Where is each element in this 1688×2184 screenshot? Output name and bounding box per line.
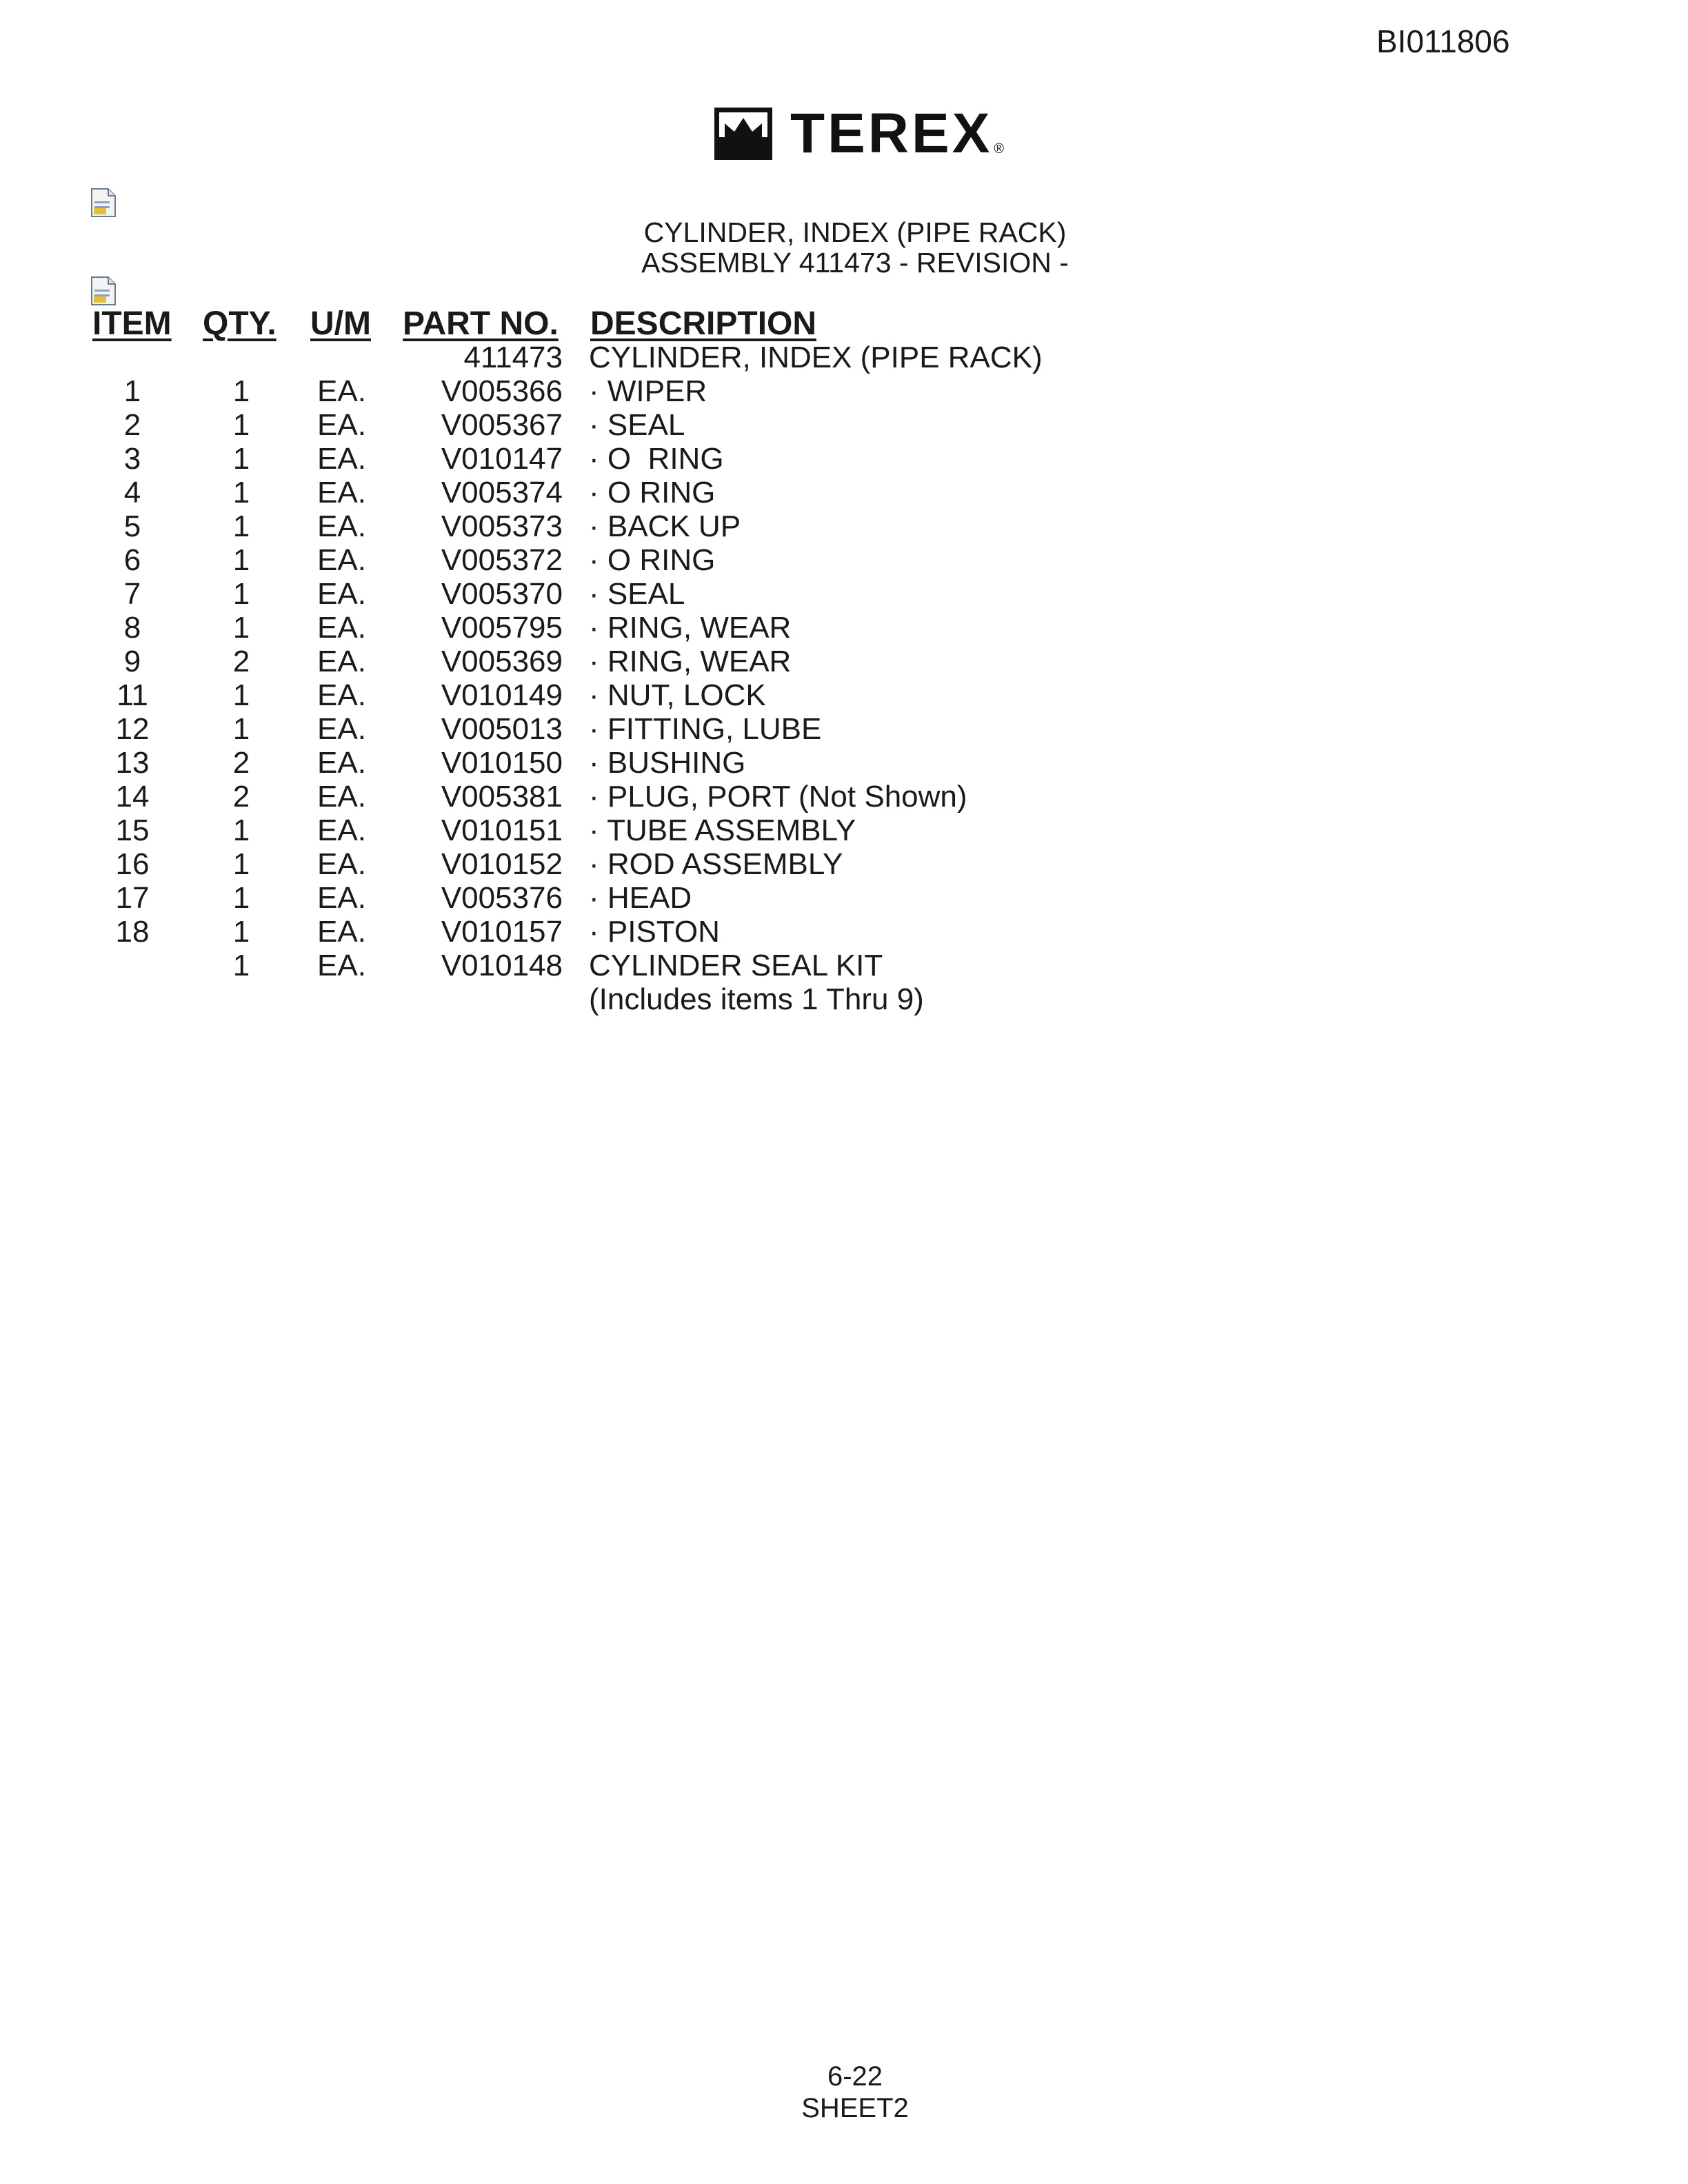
header-item: ITEM xyxy=(92,305,172,342)
cell-um: EA. xyxy=(317,881,366,915)
cell-description: · BUSHING xyxy=(589,746,746,780)
cell-qty: 1 xyxy=(232,678,250,712)
cell-item: 3 xyxy=(123,442,141,476)
table-row xyxy=(0,746,1688,780)
header-part-no: PART NO. xyxy=(403,305,559,342)
document-icon[interactable] xyxy=(90,188,117,218)
cell-qty: 1 xyxy=(232,577,250,611)
cell-qty: 1 xyxy=(232,408,250,442)
cell-item: 17 xyxy=(115,881,150,915)
cell-um: EA. xyxy=(317,374,366,408)
table-row xyxy=(0,577,1688,611)
cell-item: 15 xyxy=(115,813,150,847)
cell-qty: 1 xyxy=(232,915,250,949)
cell-part-no: V005381 xyxy=(441,780,563,813)
cell-part-no: V005366 xyxy=(441,374,563,408)
cell-item: 14 xyxy=(115,780,150,813)
cell-item: 8 xyxy=(123,611,141,645)
document-icon[interactable] xyxy=(90,276,117,306)
cell-item: 16 xyxy=(115,847,150,881)
sheet-label: SHEET2 xyxy=(801,2093,909,2123)
cell-part-no: V005013 xyxy=(441,712,563,746)
document-id: BI011806 xyxy=(1376,23,1510,59)
cell-description: · O RING xyxy=(589,543,716,577)
cell-um: EA. xyxy=(317,915,366,949)
table-header xyxy=(0,305,1688,346)
cell-description: · RING, WEAR xyxy=(589,611,792,645)
cell-um: EA. xyxy=(317,543,366,577)
cell-description: · FITTING, LUBE xyxy=(589,712,822,746)
cell-um: EA. xyxy=(317,712,366,746)
cell-qty: 1 xyxy=(232,847,250,881)
cell-um: EA. xyxy=(317,746,366,780)
cell-um: EA. xyxy=(317,408,366,442)
table-row xyxy=(0,780,1688,813)
cell-um: EA. xyxy=(317,813,366,847)
cell-um: EA. xyxy=(317,645,366,678)
table-row xyxy=(0,476,1688,509)
table-row xyxy=(0,509,1688,543)
cell-qty: 1 xyxy=(232,509,250,543)
cell-um: EA. xyxy=(317,577,366,611)
cell-description: · O RING xyxy=(589,476,716,509)
cell-part-no: V010147 xyxy=(441,442,563,476)
cell-description: CYLINDER, INDEX (PIPE RACK) xyxy=(589,341,1043,374)
logo-text: TEREX xyxy=(790,102,993,165)
page-number: 6-22 xyxy=(827,2061,883,2092)
cell-qty: 1 xyxy=(232,813,250,847)
table-row xyxy=(0,949,1688,982)
table-row xyxy=(0,915,1688,949)
cell-um: EA. xyxy=(317,949,366,982)
cell-item: 5 xyxy=(123,509,141,543)
cell-qty: 1 xyxy=(232,543,250,577)
cell-description: · TUBE ASSEMBLY xyxy=(589,813,856,847)
cell-qty: 1 xyxy=(232,374,250,408)
cell-qty: 1 xyxy=(232,949,250,982)
cell-part-no: V010149 xyxy=(441,678,563,712)
cell-description: · WIPER xyxy=(589,374,707,408)
cell-description: · NUT, LOCK xyxy=(589,678,766,712)
cell-qty: 2 xyxy=(232,645,250,678)
cell-part-no: V005376 xyxy=(441,881,563,915)
cell-description: · PISTON xyxy=(589,915,720,949)
cell-part-no: V010150 xyxy=(441,746,563,780)
cell-description: (Includes items 1 Thru 9) xyxy=(589,982,924,1016)
cell-qty: 1 xyxy=(232,442,250,476)
table-row xyxy=(0,712,1688,746)
table-row xyxy=(0,543,1688,577)
cell-description: · PLUG, PORT (Not Shown) xyxy=(589,780,967,813)
cell-item: 13 xyxy=(115,746,150,780)
cell-qty: 2 xyxy=(232,780,250,813)
cell-part-no: 411473 xyxy=(463,341,563,374)
cell-um: EA. xyxy=(317,509,366,543)
header-um: U/M xyxy=(310,305,371,342)
cell-item: 11 xyxy=(117,678,148,712)
header-qty: QTY. xyxy=(203,305,277,342)
cell-part-no: V010151 xyxy=(441,813,563,847)
table-row xyxy=(0,408,1688,442)
header-description: DESCRIPTION xyxy=(590,305,817,342)
cell-qty: 2 xyxy=(232,746,250,780)
cell-part-no: V005372 xyxy=(441,543,563,577)
cell-part-no: V005370 xyxy=(441,577,563,611)
cell-part-no: V005369 xyxy=(441,645,563,678)
cell-qty: 1 xyxy=(232,712,250,746)
cell-description: · SEAL xyxy=(589,577,685,611)
cell-description: CYLINDER SEAL KIT xyxy=(589,949,883,982)
cell-qty: 1 xyxy=(232,476,250,509)
table-row xyxy=(0,678,1688,712)
cell-item: 6 xyxy=(123,543,141,577)
cell-um: EA. xyxy=(317,847,366,881)
cell-um: EA. xyxy=(317,611,366,645)
cell-part-no: V005795 xyxy=(441,611,563,645)
crown-logo-icon xyxy=(714,108,772,160)
terex-logo xyxy=(714,102,1038,165)
cell-description: · HEAD xyxy=(589,881,692,915)
cell-description: · ROD ASSEMBLY xyxy=(589,847,843,881)
cell-um: EA. xyxy=(317,476,366,509)
cell-um: EA. xyxy=(317,442,366,476)
cell-part-no: V010148 xyxy=(441,949,563,982)
cell-item: 4 xyxy=(123,476,141,509)
cell-um: EA. xyxy=(317,678,366,712)
cell-item: 2 xyxy=(123,408,141,442)
cell-description: · SEAL xyxy=(589,408,685,442)
table-row xyxy=(0,813,1688,847)
cell-item: 7 xyxy=(123,577,141,611)
registered-mark: ® xyxy=(994,141,1005,156)
cell-qty: 1 xyxy=(232,881,250,915)
cell-description: · O RING xyxy=(589,442,724,476)
cell-description: · RING, WEAR xyxy=(589,645,792,678)
parts-table xyxy=(0,341,1688,1016)
cell-description: · BACK UP xyxy=(589,509,741,543)
cell-part-no: V010157 xyxy=(441,915,563,949)
table-row xyxy=(0,881,1688,915)
cell-part-no: V010152 xyxy=(441,847,563,881)
cell-item: 1 xyxy=(123,374,141,408)
table-row xyxy=(0,847,1688,881)
cell-part-no: V005374 xyxy=(441,476,563,509)
table-row xyxy=(0,645,1688,678)
cell-item: 18 xyxy=(115,915,150,949)
table-row xyxy=(0,611,1688,645)
cell-qty: 1 xyxy=(232,611,250,645)
title-line-1: CYLINDER, INDEX (PIPE RACK) xyxy=(643,216,1067,248)
cell-um: EA. xyxy=(317,780,366,813)
table-row xyxy=(0,442,1688,476)
cell-item: 9 xyxy=(123,645,141,678)
table-row xyxy=(0,982,1688,1016)
table-row xyxy=(0,341,1688,374)
cell-item: 12 xyxy=(115,712,150,746)
table-row xyxy=(0,374,1688,408)
cell-part-no: V005367 xyxy=(441,408,563,442)
title-line-2: ASSEMBLY 411473 - REVISION - xyxy=(641,247,1069,279)
cell-part-no: V005373 xyxy=(441,509,563,543)
